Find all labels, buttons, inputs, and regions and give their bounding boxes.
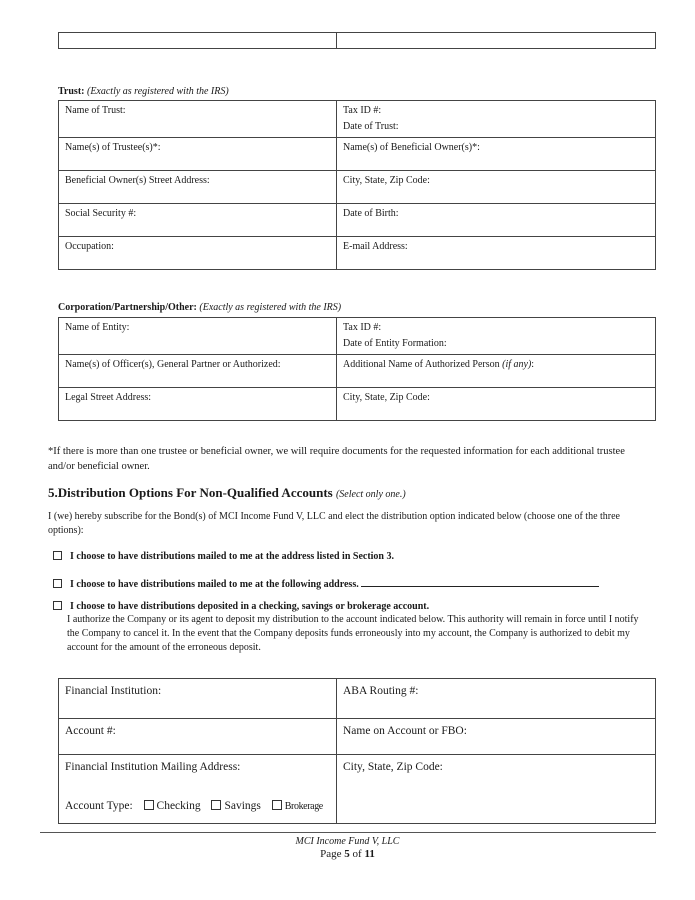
entity-tax-id-field[interactable]: Tax ID #: Date of Entity Formation: [337,318,656,355]
section-5-title: 5.Distribution Options For Non-Qualified Accounts (Select only one.) [48,485,406,500]
financial-institution-field[interactable]: Financial Institution: [59,679,337,719]
legal-street-address-field[interactable]: Legal Street Address: [59,388,337,421]
aba-routing-field[interactable]: ABA Routing #: [337,679,656,719]
trust-city-state-zip-field[interactable]: City, State, Zip Code: [337,171,656,204]
date-of-trust-label: Date of Trust: [343,121,399,132]
social-security-field[interactable]: Social Security #: [59,204,337,237]
beneficial-owner-names-field[interactable]: Name(s) of Beneficial Owner(s)*: [337,138,656,171]
deposit-authorization-text: I authorize the Company or its agent to deposit my distribution to the account indicated below. This authority will remain in force until I notify the Company to cancel it. In the event that the Company deposits funds erroneously into my account, the Company is authorized to debit my account for the amount of the erroneous deposit. [67,614,639,653]
option-mail-section3[interactable]: I choose to have distributions mailed to me at the address listed in Section 3. [53,551,394,562]
checkbox-icon[interactable] [211,800,221,810]
select-only-one-note: (Select only one.) [335,489,406,500]
email-address-field[interactable]: E-mail Address: [337,237,656,270]
officer-names-field[interactable]: Name(s) of Officer(s), General Partner or Authorized: [59,355,337,388]
additional-authorized-person-field[interactable]: Additional Name of Authorized Person (if any): [337,355,656,388]
bank-city-state-zip-field[interactable]: City, State, Zip Code: [337,755,656,824]
savings-option[interactable]: Savings [224,800,261,812]
checkbox-icon[interactable] [144,800,154,810]
option-mail-address[interactable]: I choose to have distributions mailed to me at the following address. [53,577,599,590]
beneficial-owner-note: *If there is more than one trustee or beneficial owner, we will require documents for the requested information for each additional trustee and/or beneficial owner. [48,446,625,472]
if-any-note: (if any) [502,359,532,370]
bank-info-table [58,678,656,824]
corp-table [58,317,656,421]
trustee-names-field[interactable]: Name(s) of Trustee(s)*: [59,138,337,171]
address-line-field[interactable] [361,577,599,587]
top-cell-right[interactable] [337,33,656,49]
checkbox-icon[interactable] [53,601,62,610]
footer-page-number: Page 5 of 11 [320,848,375,860]
option-deposit[interactable]: I choose to have distributions deposited in a checking, savings or brokerage account. [53,601,429,612]
top-cell-left[interactable] [59,33,337,49]
beneficial-owner-address-field[interactable]: Beneficial Owner(s) Street Address: [59,171,337,204]
date-of-birth-field[interactable]: Date of Birth: [337,204,656,237]
institution-address-field[interactable]: Financial Institution Mailing Address: Account Type: Checking Savings Brokerage [59,755,337,824]
account-type-row: Account Type: Checking Savings Brokerage [65,800,323,812]
checking-option[interactable]: Checking [156,800,201,812]
corp-city-state-zip-field[interactable]: City, State, Zip Code: [337,388,656,421]
top-continuation-table [58,32,656,49]
account-number-field[interactable]: Account #: [59,719,337,755]
checkbox-icon[interactable] [53,551,62,560]
corp-heading: Corporation/Partnership/Other: (Exactly as registered with the IRS) [58,302,342,313]
name-on-account-field[interactable]: Name on Account or FBO: [337,719,656,755]
section-5-intro: I (we) hereby subscribe for the Bond(s) of MCI Income Fund V, LLC and elect the distribution option indicated below (choose one of the three options): [48,511,620,536]
checkbox-icon[interactable] [272,800,282,810]
date-of-entity-formation-label: Date of Entity Formation: [343,338,447,349]
name-of-entity-field[interactable]: Name of Entity: [59,318,337,355]
footer-divider [40,832,656,833]
trust-table [58,100,656,270]
footer-company: MCI Income Fund V, LLC [295,836,400,847]
brokerage-option[interactable]: Brokerage [284,801,323,812]
trust-tax-id-field[interactable]: Tax ID #: Date of Trust: [337,101,656,138]
occupation-field[interactable]: Occupation: [59,237,337,270]
name-of-trust-field[interactable]: Name of Trust: [59,101,337,138]
checkbox-icon[interactable] [53,579,62,588]
trust-heading: Trust: (Exactly as registered with the IRS) [58,86,229,97]
